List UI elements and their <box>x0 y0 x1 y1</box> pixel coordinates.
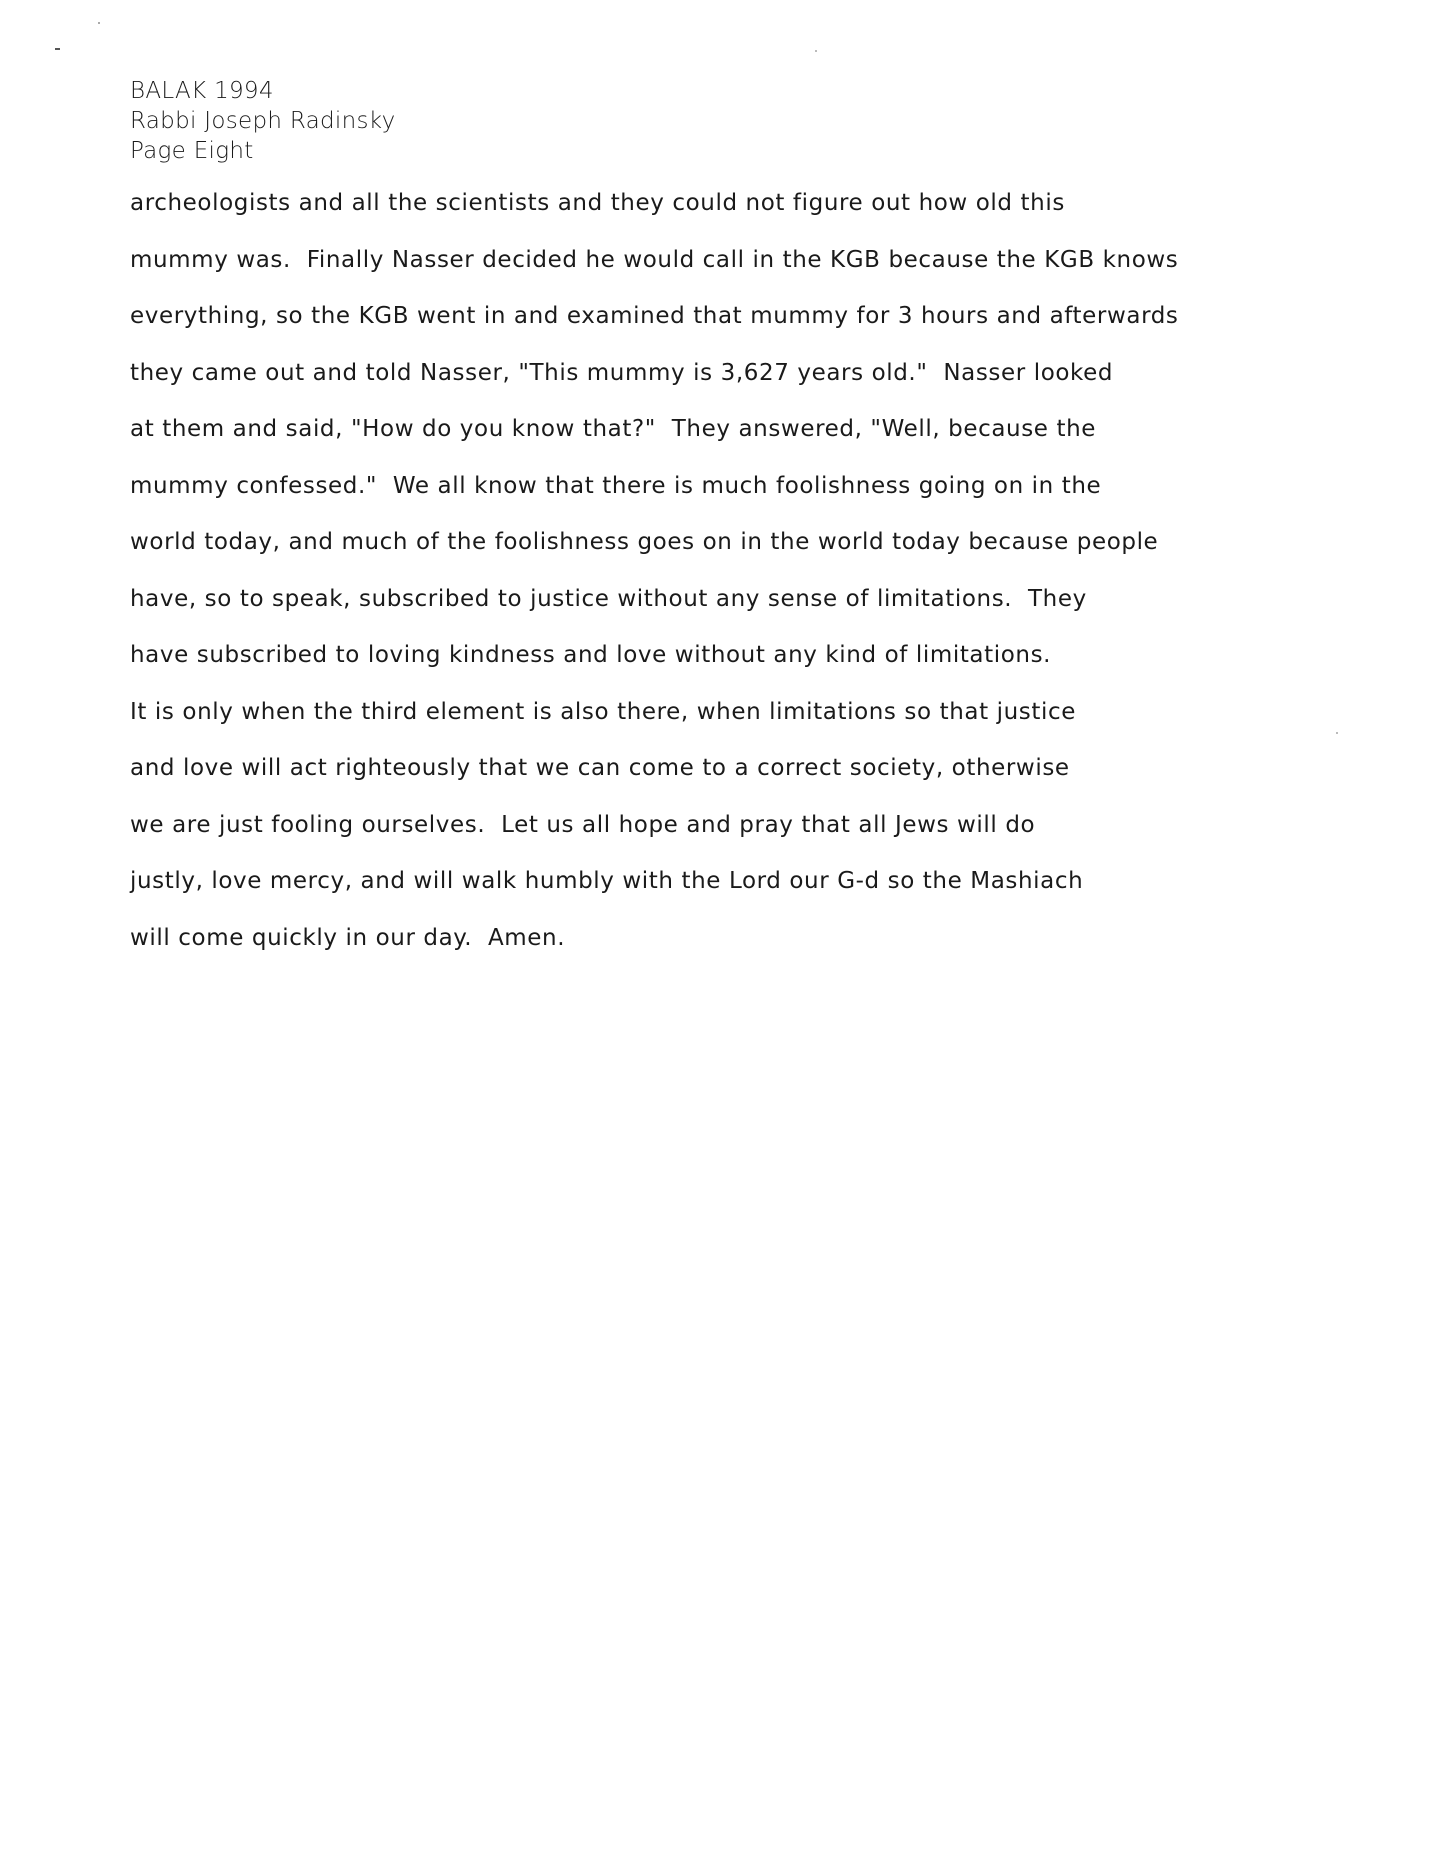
header-page-number: Page Eight <box>130 138 254 164</box>
scan-speck <box>815 50 817 52</box>
body-line: have, so to speak, subscribed to justice without any sense of limitations. They <box>130 585 1087 612</box>
body-line: we are just fooling ourselves. Let us all hope and pray that all Jews will do <box>130 811 1036 838</box>
body-text <box>130 188 1280 979</box>
body-line: mummy confessed." We all know that there is much foolishness going on in the <box>130 472 1102 499</box>
body-line: at them and said, "How do you know that?" They answered, "Well, because the <box>130 416 1097 442</box>
body-line: justly, love mercy, and will walk humbly with the Lord our G-d so the Mashiach <box>130 868 1084 894</box>
body-line: have subscribed to loving kindness and love without any kind of limitations. <box>130 642 1052 668</box>
scan-speck <box>55 48 60 50</box>
body-line: they came out and told Nasser, "This mummy is 3,627 years old." Nasser looked <box>130 359 1114 386</box>
scan-speck <box>1336 732 1338 734</box>
scan-speck <box>98 22 100 24</box>
document-header <box>130 76 395 166</box>
body-line: It is only when the third element is also there, when limitations so that justice <box>130 698 1076 725</box>
body-line: and love will act righteously that we can come to a correct society, otherwise <box>130 755 1070 781</box>
header-title: BALAK 1994 <box>130 78 274 104</box>
body-line: will come quickly in our day. Amen. <box>130 924 566 951</box>
body-line: world today, and much of the foolishness goes on in the world today because people <box>130 529 1159 555</box>
body-line: mummy was. Finally Nasser decided he would call in the KGB because the KGB knows <box>130 246 1179 273</box>
body-line: archeologists and all the scientists and they could not figure out how old this <box>130 190 1065 216</box>
body-line: everything, so the KGB went in and examined that mummy for 3 hours and afterwards <box>130 303 1179 329</box>
header-author: Rabbi Joseph Radinsky <box>130 108 396 134</box>
